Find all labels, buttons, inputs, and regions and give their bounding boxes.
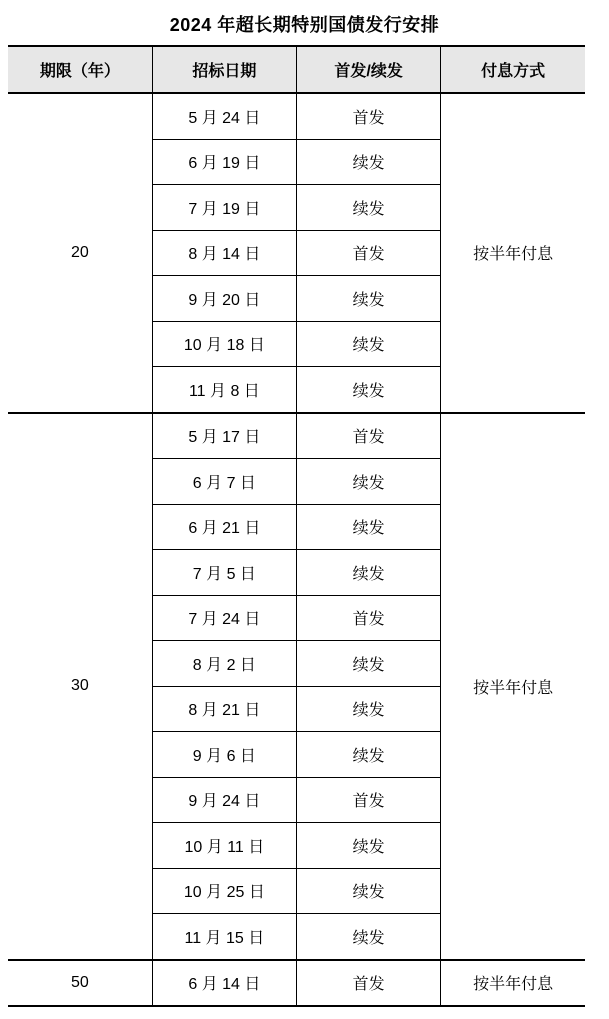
date-cell: 6 月 14 日 bbox=[152, 960, 296, 1007]
type-cell: 首发 bbox=[297, 595, 441, 641]
date-cell: 10 月 11 日 bbox=[152, 823, 296, 869]
date-cell: 9 月 6 日 bbox=[152, 732, 296, 778]
type-cell: 首发 bbox=[297, 413, 441, 459]
table-row bbox=[8, 93, 585, 139]
bond-issuance-table bbox=[8, 45, 585, 1007]
table-body bbox=[8, 93, 585, 1006]
page-title: 2024 年超长期特别国债发行安排 bbox=[169, 15, 440, 35]
date-cell: 10 月 18 日 bbox=[152, 321, 296, 367]
type-cell: 续发 bbox=[297, 550, 441, 596]
type-cell: 续发 bbox=[297, 139, 441, 185]
type-cell: 续发 bbox=[297, 276, 441, 322]
type-cell: 续发 bbox=[297, 641, 441, 687]
type-cell: 续发 bbox=[297, 459, 441, 505]
type-cell: 首发 bbox=[297, 93, 441, 139]
date-cell: 6 月 19 日 bbox=[152, 139, 296, 185]
type-cell: 续发 bbox=[297, 321, 441, 367]
table-row bbox=[8, 413, 585, 459]
type-cell: 续发 bbox=[297, 367, 441, 413]
header-type: 首发/续发 bbox=[297, 46, 441, 93]
type-cell: 续发 bbox=[297, 914, 441, 960]
type-cell: 续发 bbox=[297, 732, 441, 778]
type-cell: 首发 bbox=[297, 960, 441, 1007]
type-cell: 首发 bbox=[297, 230, 441, 276]
type-cell: 续发 bbox=[297, 185, 441, 231]
payment-cell: 按半年付息 bbox=[441, 93, 585, 413]
date-cell: 8 月 2 日 bbox=[152, 641, 296, 687]
date-cell: 9 月 20 日 bbox=[152, 276, 296, 322]
type-cell: 首发 bbox=[297, 777, 441, 823]
header-payment: 付息方式 bbox=[441, 46, 585, 93]
date-cell: 7 月 19 日 bbox=[152, 185, 296, 231]
date-cell: 7 月 24 日 bbox=[152, 595, 296, 641]
payment-cell: 按半年付息 bbox=[441, 413, 585, 960]
header-term: 期限（年） bbox=[8, 46, 152, 93]
type-cell: 续发 bbox=[297, 504, 441, 550]
date-cell: 8 月 21 日 bbox=[152, 686, 296, 732]
type-cell: 续发 bbox=[297, 686, 441, 732]
date-cell: 6 月 7 日 bbox=[152, 459, 296, 505]
type-cell: 续发 bbox=[297, 823, 441, 869]
term-cell: 30 bbox=[8, 413, 152, 960]
table-row bbox=[8, 960, 585, 1007]
term-cell: 20 bbox=[8, 93, 152, 413]
date-cell: 11 月 15 日 bbox=[152, 914, 296, 960]
date-cell: 7 月 5 日 bbox=[152, 550, 296, 596]
payment-cell: 按半年付息 bbox=[441, 960, 585, 1007]
date-cell: 8 月 14 日 bbox=[152, 230, 296, 276]
date-cell: 10 月 25 日 bbox=[152, 868, 296, 914]
date-cell: 6 月 21 日 bbox=[152, 504, 296, 550]
date-cell: 5 月 24 日 bbox=[152, 93, 296, 139]
type-cell: 续发 bbox=[297, 868, 441, 914]
table-header bbox=[8, 46, 585, 93]
date-cell: 9 月 24 日 bbox=[152, 777, 296, 823]
header-date: 招标日期 bbox=[152, 46, 296, 93]
date-cell: 11 月 8 日 bbox=[152, 367, 296, 413]
term-cell: 50 bbox=[8, 960, 152, 1007]
header-row bbox=[8, 46, 585, 93]
date-cell: 5 月 17 日 bbox=[152, 413, 296, 459]
